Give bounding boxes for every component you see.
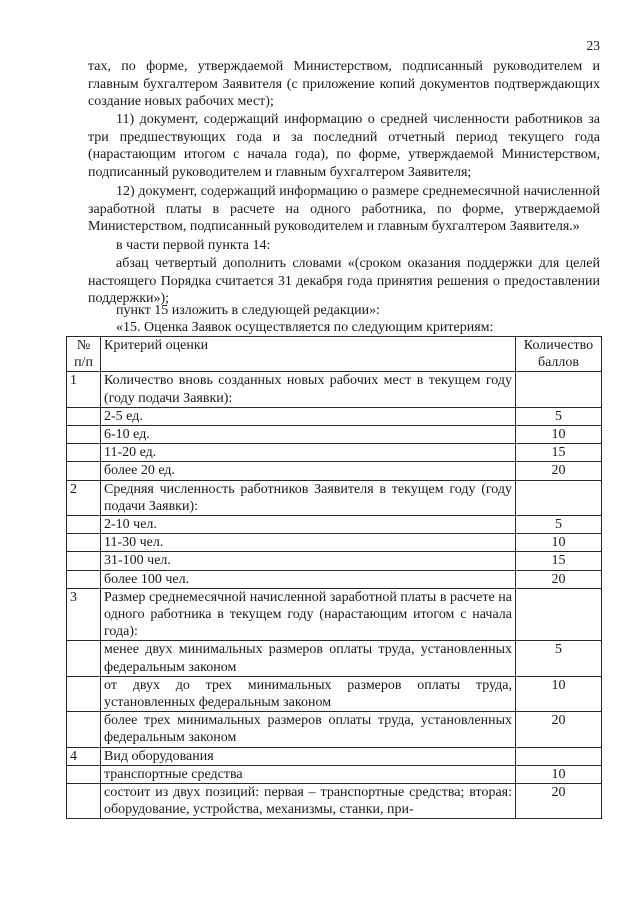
group-score-empty [516,588,602,641]
group-title: Количество вновь созданных новых рабочих мест в текущем году (году подачи Заявки): [101,372,516,407]
group-num: 1 [67,372,101,407]
group-score-empty [516,480,602,515]
paragraph-part14 [88,237,600,255]
group-num: 3 [67,588,101,641]
table-row [67,407,602,425]
row-score: 10 [516,765,602,783]
header-num: № п/п [67,337,101,372]
group-title: Размер среднемесячной начисленной заработной платы в расчете на одного работника в текущем году (нарастающим итогом с начала года): [101,588,516,641]
group-score-empty [516,372,602,407]
paragraph-first: тах, по форме, утверждаемой Министерством, подписанный руководителем и главным бухгалтером Заявителя (с приложение копий документов подтверждающих создание новых рабочих мест); [88,59,600,109]
table-row [67,784,602,819]
row-score: 15 [516,552,602,570]
table-row [67,462,602,480]
table-row [67,426,602,444]
row-label: 11-20 ед. [101,444,516,462]
table-row [67,641,602,676]
header-criterion: Критерий оценки [101,337,516,372]
paragraph-p15 [88,302,600,320]
group-num: 2 [67,480,101,515]
row-score: 20 [516,784,602,819]
row-score: 10 [516,426,602,444]
page-number: 23 [586,38,600,53]
table-row [67,712,602,747]
row-label: от двух до трех минимальных размеров оплаты труда, установленных федеральным законом [101,676,516,711]
row-label: 2-10 чел. [101,516,516,534]
group-title-row [67,588,602,641]
row-label: 11-30 чел. [101,534,516,552]
table-row [67,516,602,534]
row-label: более трех минимальных размеров оплаты труда, установленных федеральным законом [101,712,516,747]
row-label: более 100 чел. [101,570,516,588]
row-label: менее двух минимальных размеров оплаты труда, установленных федеральным законом [101,641,516,676]
paragraph-intro [88,319,600,337]
row-label: 31-100 чел. [101,552,516,570]
header-score: Количество баллов [516,337,602,372]
row-label: 2-5 ед. [101,407,516,425]
group-num: 4 [67,747,101,765]
group-title-row [67,480,602,515]
row-score: 5 [516,407,602,425]
table-row [67,552,602,570]
paragraph-12: 12) документ, содержащий информацию о размере среднемесячной начисленной заработной платы в расчете на одного работника, по форме, утверждаемой Министерством, подписанный руководителем и главным бухгалтером Заявителя.» [88,184,600,234]
group-title: Вид оборудования [101,747,516,765]
paragraph-continuation [88,58,600,111]
row-label: 6-10 ед. [101,426,516,444]
table-row [67,534,602,552]
row-label: более 20 ед. [101,462,516,480]
group-title-row [67,372,602,407]
group-score-empty [516,747,602,765]
paragraph-abz-text: абзац четвертый дополнить словами «(сроком оказания поддержки для целей настоящего Порядка считается 31 декабря года принятия решения о предоставлении поддержки»); [88,256,600,306]
row-score: 10 [516,676,602,711]
paragraph-11: 11) документ, содержащий информацию о средней численности работников за три предшествующих года и за последний отчетный период текущего года (нарастающим итогом с начала года), по форме, утверждаемой Министерством, подписанный руководителем и главным бухгалтером Заявителя; [88,112,600,180]
table-header-row [67,337,602,372]
row-score: 20 [516,712,602,747]
table-row [67,444,602,462]
paragraph-abz [88,255,600,308]
row-label: транспортные средства [101,765,516,783]
paragraph-item-11 [88,111,600,181]
group-title: Средняя численность работников Заявителя в текущем году (году подачи Заявки): [101,480,516,515]
table-row [67,570,602,588]
table-row [67,676,602,711]
paragraph-p15-text: пункт 15 изложить в следующей редакции»: [116,303,380,318]
row-score: 10 [516,534,602,552]
row-score: 15 [516,444,602,462]
table-row [67,765,602,783]
row-score: 5 [516,641,602,676]
group-title-row [67,747,602,765]
row-score: 5 [516,516,602,534]
row-score: 20 [516,570,602,588]
criteria-table [66,336,602,819]
paragraph-part14-text: в части первой пункта 14: [116,238,271,253]
paragraph-intro-text: «15. Оценка Заявок осуществляется по следующим критериям: [116,320,494,335]
row-label: состоит из двух позиций: первая – транспортные средства; вторая: оборудование, устройства, механизмы, станки, при- [101,784,516,819]
row-score: 20 [516,462,602,480]
paragraph-item-12 [88,183,600,236]
